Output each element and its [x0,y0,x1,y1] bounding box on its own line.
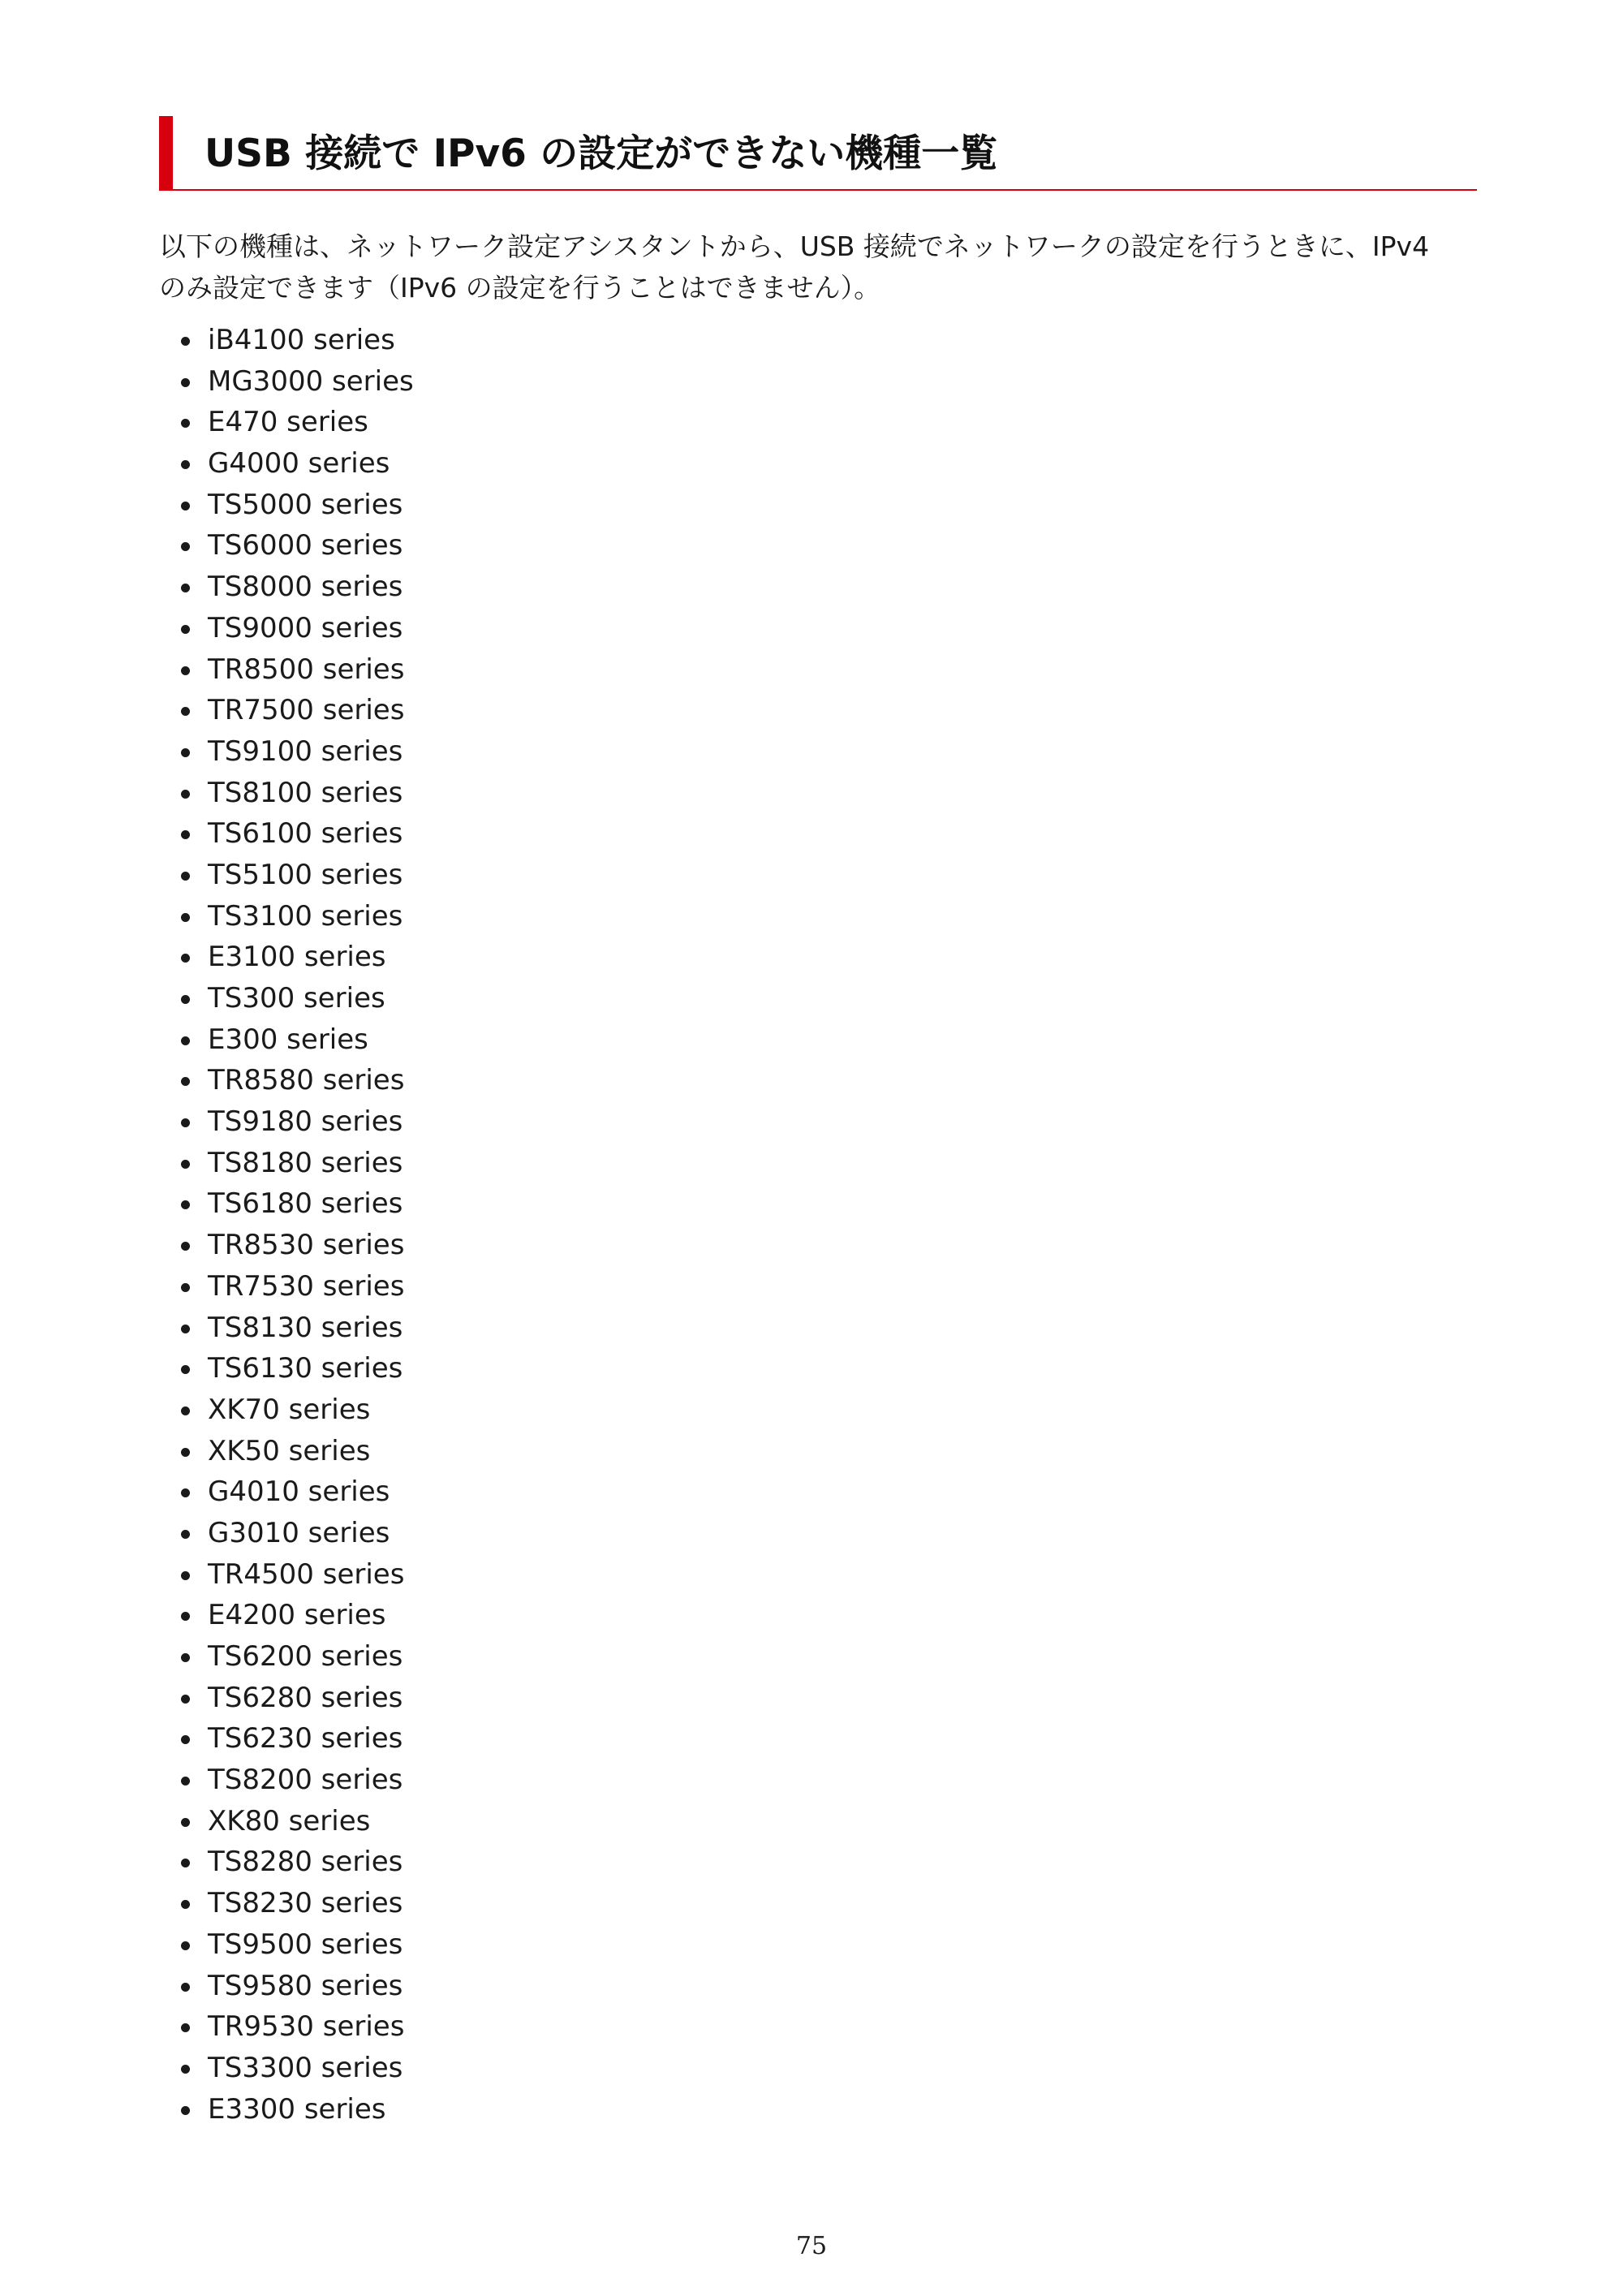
model-name: TS8280 series [208,1846,403,1879]
model-name: TS3300 series [208,2051,403,2084]
model-name: TS8000 series [208,571,403,604]
bullet-icon [181,502,190,510]
model-name: TS8200 series [208,1764,403,1797]
list-item [0,1101,414,1143]
bullet-icon [181,1900,190,1909]
list-item [0,2006,414,2048]
bullet-icon [181,542,190,551]
intro-line-1: 以下の機種は、ネットワーク設定アシスタントから、USB 接続でネットワークの設定を行うときに、IPv4 [159,230,1430,262]
intro-paragraph [159,226,1477,308]
bullet-icon [181,830,190,839]
model-name: E4200 series [208,1599,386,1632]
model-name: TR9530 series [208,2010,405,2044]
list-item [0,978,414,1019]
model-list [0,320,414,2130]
bullet-icon [181,872,190,881]
list-item [0,1225,414,1266]
model-name: TS8180 series [208,1146,403,1179]
model-name: XK70 series [208,1393,371,1426]
model-name: TS6130 series [208,1352,403,1385]
model-name: TS9180 series [208,1105,403,1139]
bullet-icon [181,1859,190,1867]
list-item [0,443,414,485]
bullet-icon [181,1571,190,1580]
list-item [0,525,414,566]
list-item [0,1471,414,1513]
model-name: TS300 series [208,982,385,1014]
bullet-icon [181,1200,190,1209]
bullet-icon [181,1530,190,1539]
list-item [0,1801,414,1842]
list-item [0,773,414,814]
list-item [0,485,414,526]
bullet-icon [181,2023,190,2032]
model-name: G4010 series [208,1475,390,1509]
list-item [0,566,414,608]
bullet-icon [181,1653,190,1662]
bullet-icon [181,1242,190,1251]
bullet-icon [181,378,190,387]
model-name: TS8130 series [208,1311,403,1344]
bullet-icon [181,1283,190,1292]
list-item [0,2048,414,2089]
model-name: TS6100 series [208,817,403,851]
list-item [0,320,414,361]
model-name: TR8580 series [208,1064,405,1097]
bullet-icon [181,1612,190,1621]
bullet-icon [181,790,190,799]
model-name: TS6200 series [208,1640,403,1673]
list-item [0,2089,414,2130]
bullet-icon [181,1325,190,1333]
model-name: iB4100 series [208,324,395,356]
list-item [0,1266,414,1307]
list-item [0,1718,414,1760]
model-name: G4000 series [208,447,390,480]
model-name: MG3000 series [208,364,414,398]
list-item [0,1019,414,1061]
list-item [0,1924,414,1966]
list-item [0,1183,414,1225]
list-item [0,1431,414,1472]
intro-line-2: のみ設定できます（IPv6 の設定を行うことはできません）。 [159,272,881,304]
list-item [0,402,414,443]
list-item [0,1348,414,1389]
model-name: TR7500 series [208,694,405,727]
model-name: E470 series [208,406,368,439]
bullet-icon [181,1983,190,1992]
model-name: TR8500 series [208,653,405,686]
bullet-icon [181,460,190,469]
bullet-icon [181,1488,190,1497]
model-name: G3010 series [208,1516,390,1549]
model-name: E300 series [208,1023,368,1056]
model-name: TS6280 series [208,1681,403,1714]
model-name: TS5000 series [208,488,403,521]
list-item [0,690,414,731]
list-item [0,1389,414,1431]
section-heading [159,116,1477,191]
list-item [0,361,414,403]
bullet-icon [181,2065,190,2074]
list-item [0,1060,414,1101]
bullet-icon [181,1941,190,1950]
bullet-icon [181,913,190,922]
bullet-icon [181,1365,190,1374]
model-name: E3100 series [208,941,386,974]
list-item [0,1595,414,1636]
page-title: USB 接続で IPv6 の設定ができない機種一覧 [204,131,998,176]
bullet-icon [181,337,190,346]
model-name: TS9100 series [208,734,403,768]
bullet-icon [181,1077,190,1086]
model-name: TS6230 series [208,1722,403,1755]
model-name: TS9500 series [208,1928,403,1961]
bullet-icon [181,995,190,1004]
list-item [0,1636,414,1678]
heading-underline [173,189,1477,191]
list-item [0,608,414,649]
model-name: TR4500 series [208,1557,405,1591]
model-name: TS9000 series [208,611,403,644]
list-item [0,1513,414,1554]
bullet-icon [181,707,190,716]
model-name: TS6000 series [208,529,403,562]
bullet-icon [181,1818,190,1827]
model-name: TS3100 series [208,899,403,933]
model-name: E3300 series [208,2092,386,2126]
bullet-icon [181,2106,190,2115]
model-name: XK80 series [208,1804,371,1837]
list-item [0,896,414,937]
bullet-icon [181,1406,190,1415]
model-name: TR8530 series [208,1229,405,1262]
bullet-icon [181,666,190,675]
list-item [0,1678,414,1719]
bullet-icon [181,1777,190,1786]
heading-accent-bar [159,116,173,191]
bullet-icon [181,1118,190,1127]
model-name: TS6180 series [208,1187,403,1221]
model-name: TS5100 series [208,858,403,891]
model-name: TS9580 series [208,1969,403,2002]
bullet-icon [181,584,190,592]
model-name: TR7530 series [208,1269,405,1303]
page-number: 75 [795,2232,828,2260]
model-name: XK50 series [208,1434,371,1467]
bullet-icon [181,1448,190,1457]
model-name: TS8100 series [208,776,403,809]
bullet-icon [181,1695,190,1704]
list-item [0,855,414,896]
model-name: TS8230 series [208,1887,403,1920]
list-item [0,1966,414,2007]
list-item [0,1143,414,1184]
list-item [0,813,414,855]
list-item [0,937,414,978]
bullet-icon [181,748,190,757]
bullet-icon [181,954,190,963]
list-item [0,649,414,691]
bullet-icon [181,1735,190,1744]
bullet-icon [181,1160,190,1169]
bullet-icon [181,1036,190,1045]
list-item [0,1554,414,1596]
list-item [0,1307,414,1349]
list-item [0,1842,414,1883]
list-item [0,731,414,773]
bullet-icon [181,419,190,428]
bullet-icon [181,625,190,634]
list-item [0,1760,414,1801]
list-item [0,1883,414,1924]
